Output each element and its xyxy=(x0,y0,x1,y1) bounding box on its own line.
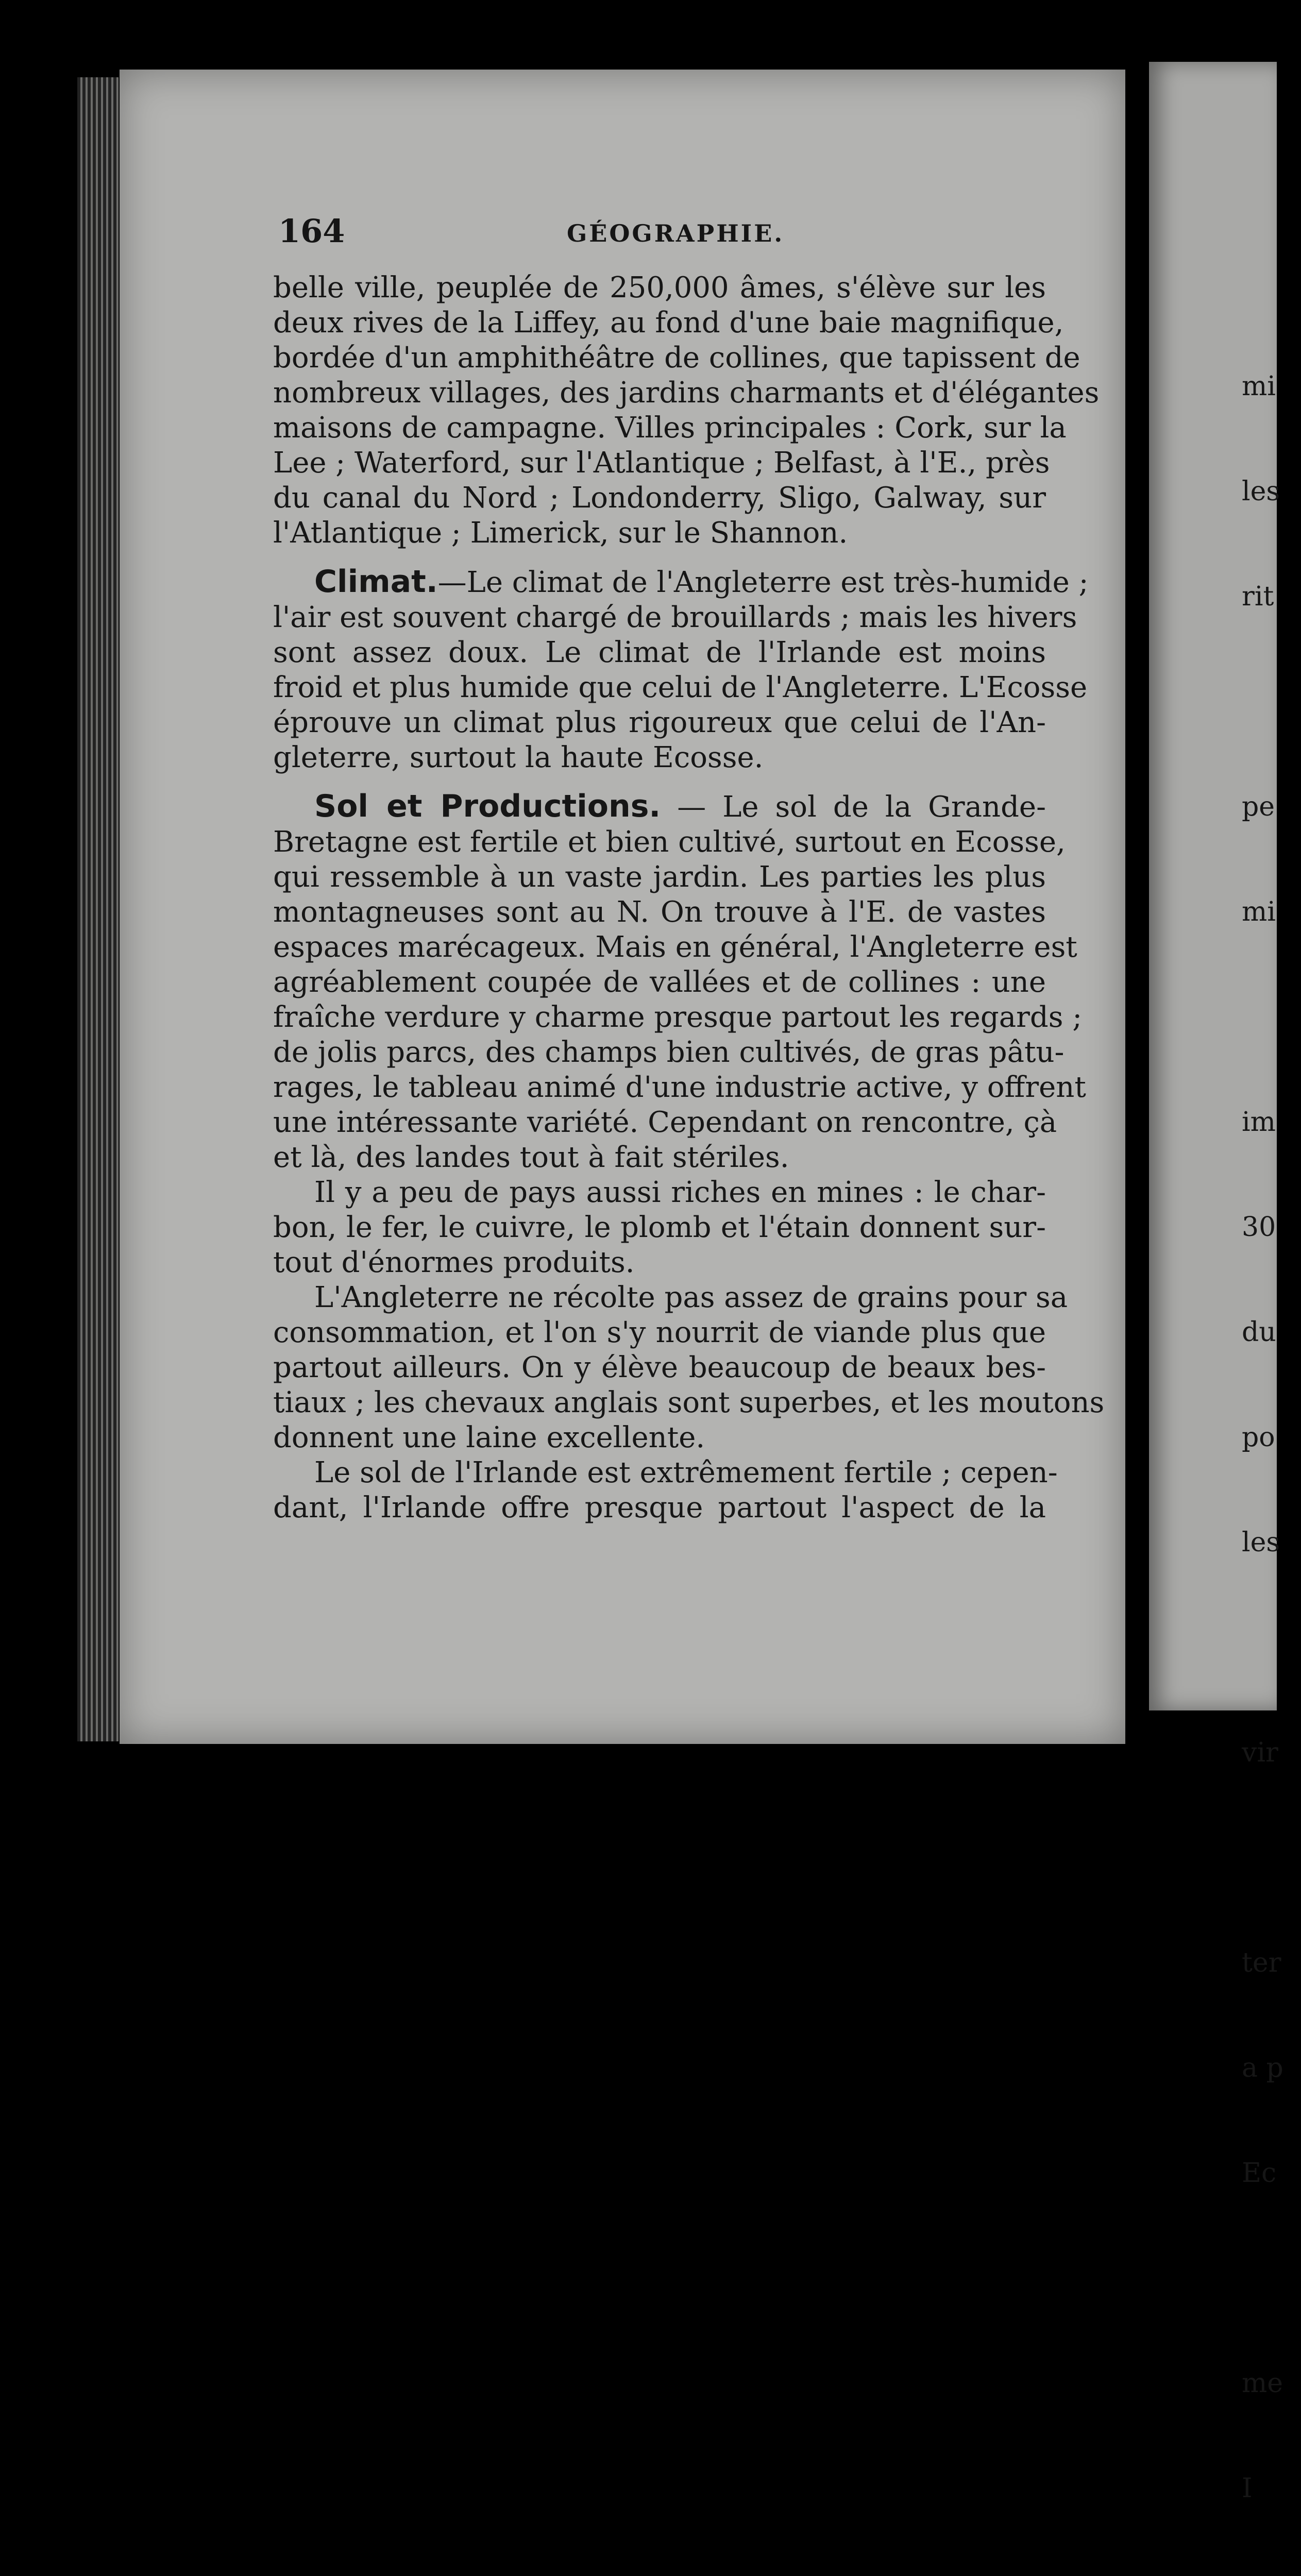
fragment: les xyxy=(1242,1527,1280,1558)
text-line: tout d'énormes produits. xyxy=(273,1246,635,1279)
text-line: —Le climat de l'Angleterre est très-humide ; xyxy=(437,566,1089,599)
text-line: espaces marécageux. Mais en général, l'Angleterre est xyxy=(273,930,1077,964)
fragment: pe xyxy=(1242,791,1275,822)
text-line: éprouve un climat plus rigoureux que celui de l'An- xyxy=(273,706,1046,739)
fragment: I xyxy=(1242,2473,1253,2504)
text-line: et là, des landes tout à fait stériles. xyxy=(273,1141,789,1174)
text-line: consommation, et l'on s'y nourrit de viande plus que xyxy=(273,1316,1046,1349)
fragment: po xyxy=(1242,1422,1275,1453)
text-line: rages, le tableau animé d'une industrie active, y offrent xyxy=(273,1071,1086,1104)
text-line: deux rives de la Liffey, au fond d'une baie magnifique, xyxy=(273,306,1064,340)
text-line: Lee ; Waterford, sur l'Atlantique ; Belfast, à l'E., près xyxy=(273,446,1050,480)
running-head: GÉOGRAPHIE. xyxy=(567,219,785,247)
text-line: fraîche verdure y charme presque partout les regards ; xyxy=(273,1001,1083,1034)
page-number: 164 xyxy=(278,212,345,250)
fragment: 30 xyxy=(1242,1212,1276,1243)
paragraph-irlande xyxy=(273,1455,1058,1526)
text-line: belle ville, peuplée de 250,000 âmes, s'élève sur les xyxy=(273,271,1046,304)
fragment: Ec xyxy=(1242,2158,1277,2189)
fragment: du xyxy=(1242,1317,1276,1348)
paragraph-grains xyxy=(273,1280,1105,1455)
section-title-sol: Sol et Productions. xyxy=(314,788,661,824)
fragment: rit xyxy=(1242,581,1274,612)
text-line: Il y a peu de pays aussi riches en mines : le char- xyxy=(314,1176,1046,1209)
text-line: gleterre, surtout la haute Ecosse. xyxy=(273,741,764,774)
paragraph-mines xyxy=(273,1175,1046,1280)
page-edge xyxy=(77,77,119,1741)
body-text xyxy=(273,270,1105,1526)
text-line: Bretagne est fertile et bien cultivé, surtout en Ecosse, xyxy=(273,825,1066,859)
text-line: — Le sol de la Grande- xyxy=(661,790,1046,824)
fragment: mi xyxy=(1242,371,1276,402)
text-line: bon, le fer, le cuivre, le plomb et l'étain donnent sur- xyxy=(273,1211,1046,1244)
text-line: nombreux villages, des jardins charmants et d'élégantes xyxy=(273,376,1100,410)
fragment: les xyxy=(1242,476,1280,507)
text-line: une intéressante variété. Cependant on rencontre, çà xyxy=(273,1106,1057,1139)
text-line: maisons de campagne. Villes principales : Cork, sur la xyxy=(273,411,1067,445)
text-line: l'Atlantique ; Limerick, sur le Shannon. xyxy=(273,516,848,550)
section-title-climat: Climat. xyxy=(314,564,438,600)
text-line: montagneuses sont au N. On trouve à l'E. de vastes xyxy=(273,895,1046,929)
text-line: agréablement coupée de vallées et de collines : une xyxy=(273,965,1046,999)
fragment: ter xyxy=(1242,1947,1281,1978)
text-line: Le sol de l'Irlande est extrêmement fertile ; cepen- xyxy=(314,1456,1058,1489)
text-line: partout ailleurs. On y élève beaucoup de beaux bes- xyxy=(273,1351,1046,1384)
text-line: bordée d'un amphithéâtre de collines, que tapissent de xyxy=(273,341,1080,375)
text-line: tiaux ; les chevaux anglais sont superbes, et les moutons xyxy=(273,1386,1105,1419)
text-line: l'air est souvent chargé de brouillards ; mais les hivers xyxy=(273,601,1077,634)
paragraph-1 xyxy=(273,270,1100,551)
fragment: mi xyxy=(1242,896,1276,927)
paragraph-sol xyxy=(273,788,1086,1175)
fragment: me xyxy=(1242,2368,1283,2399)
text-line: sont assez doux. Le climat de l'Irlande est moins xyxy=(273,636,1046,669)
text-line: froid et plus humide que celui de l'Angleterre. L'Ecosse xyxy=(273,671,1088,704)
paragraph-climat xyxy=(273,564,1089,775)
right-page-fragments xyxy=(1242,299,1301,2576)
fragment: a p xyxy=(1242,2053,1283,2083)
fragment: im xyxy=(1242,1107,1276,1138)
text-line: de jolis parcs, des champs bien cultivés, de gras pâtu- xyxy=(273,1036,1065,1069)
fragment: vir xyxy=(1242,1737,1278,1768)
text-line: du canal du Nord ; Londonderry, Sligo, Galway, sur xyxy=(273,481,1046,515)
text-line: dant, l'Irlande offre presque partout l'aspect de la xyxy=(273,1491,1046,1524)
text-line: donnent une laine excellente. xyxy=(273,1421,705,1454)
text-line: L'Angleterre ne récolte pas assez de grains pour sa xyxy=(314,1281,1068,1314)
text-line: qui ressemble à un vaste jardin. Les parties les plus xyxy=(273,860,1046,894)
page-header xyxy=(278,212,785,253)
